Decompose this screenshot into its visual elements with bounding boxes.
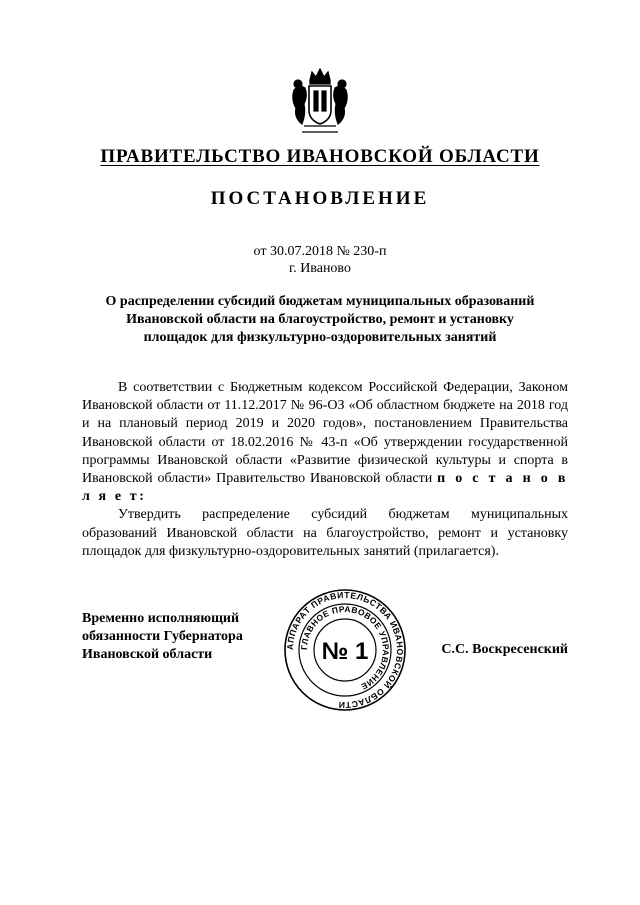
subject-line: О распределении субсидий бюджетам муниципальных образований: [105, 294, 535, 309]
signatory-name: С.С. Воскресенский: [441, 642, 568, 657]
stamp-inner-text: ГЛАВНОЕ ПРАВОВОЕ УПРАВЛЕНИЕ: [298, 603, 392, 693]
body-paragraph-text: В соответствии с Бюджетным кодексом Российской Федерации, Законом Ивановской области от 11.12.2017 № 96-ОЗ «Об областном бюджете на 2018 год и на плановый период 2019 и 2020 годов», постановлением Правительства Ивановской области от 18.02.2016 № 43-п «Об утверждении государственной программы Ивановской области «Развитие физической культуры и спорта в Ивановской области» Правительство Ивановской области: [82, 380, 568, 487]
position-line: обязанности Губернатора: [82, 629, 243, 644]
stamp-number: № 1: [321, 638, 369, 665]
city: г. Иваново: [289, 261, 351, 276]
stamp-outer-text: АППАРАТ ПРАВИТЕЛЬСТВА ИВАНОВСКОЙ ОБЛАСТИ: [284, 589, 406, 711]
position-line: Временно исполняющий: [82, 611, 240, 626]
government-title: ПРАВИТЕЛЬСТВО ИВАНОВСКОЙ ОБЛАСТИ: [100, 146, 540, 167]
resolves-word: п о с т а н о в л я е т:: [82, 471, 568, 505]
official-stamp: [283, 588, 407, 712]
subject-line: площадок для физкультурно-оздоровительных занятий: [143, 330, 497, 345]
body-paragraph: Утвердить распределение субсидий бюджетам муниципальных образований Ивановской области на благоустройство, ремонт и установку площадок для физкультурно-оздоровительных занятий (прилагается).: [82, 507, 568, 559]
document-type: ПОСТАНОВЛЕНИЕ: [210, 188, 430, 209]
position-line: Ивановской области: [82, 647, 213, 662]
ivanovo-coat-of-arms-icon: [288, 66, 352, 140]
date-number: от 30.07.2018 № 230-п: [253, 244, 387, 259]
signatory-position: [82, 610, 243, 664]
document-subject: [72, 293, 568, 347]
subject-line: Ивановской области на благоустройство, ремонт и установку: [126, 312, 514, 327]
document-body: [82, 379, 568, 561]
document-meta: [0, 243, 640, 277]
body-paragraph: [82, 379, 568, 506]
